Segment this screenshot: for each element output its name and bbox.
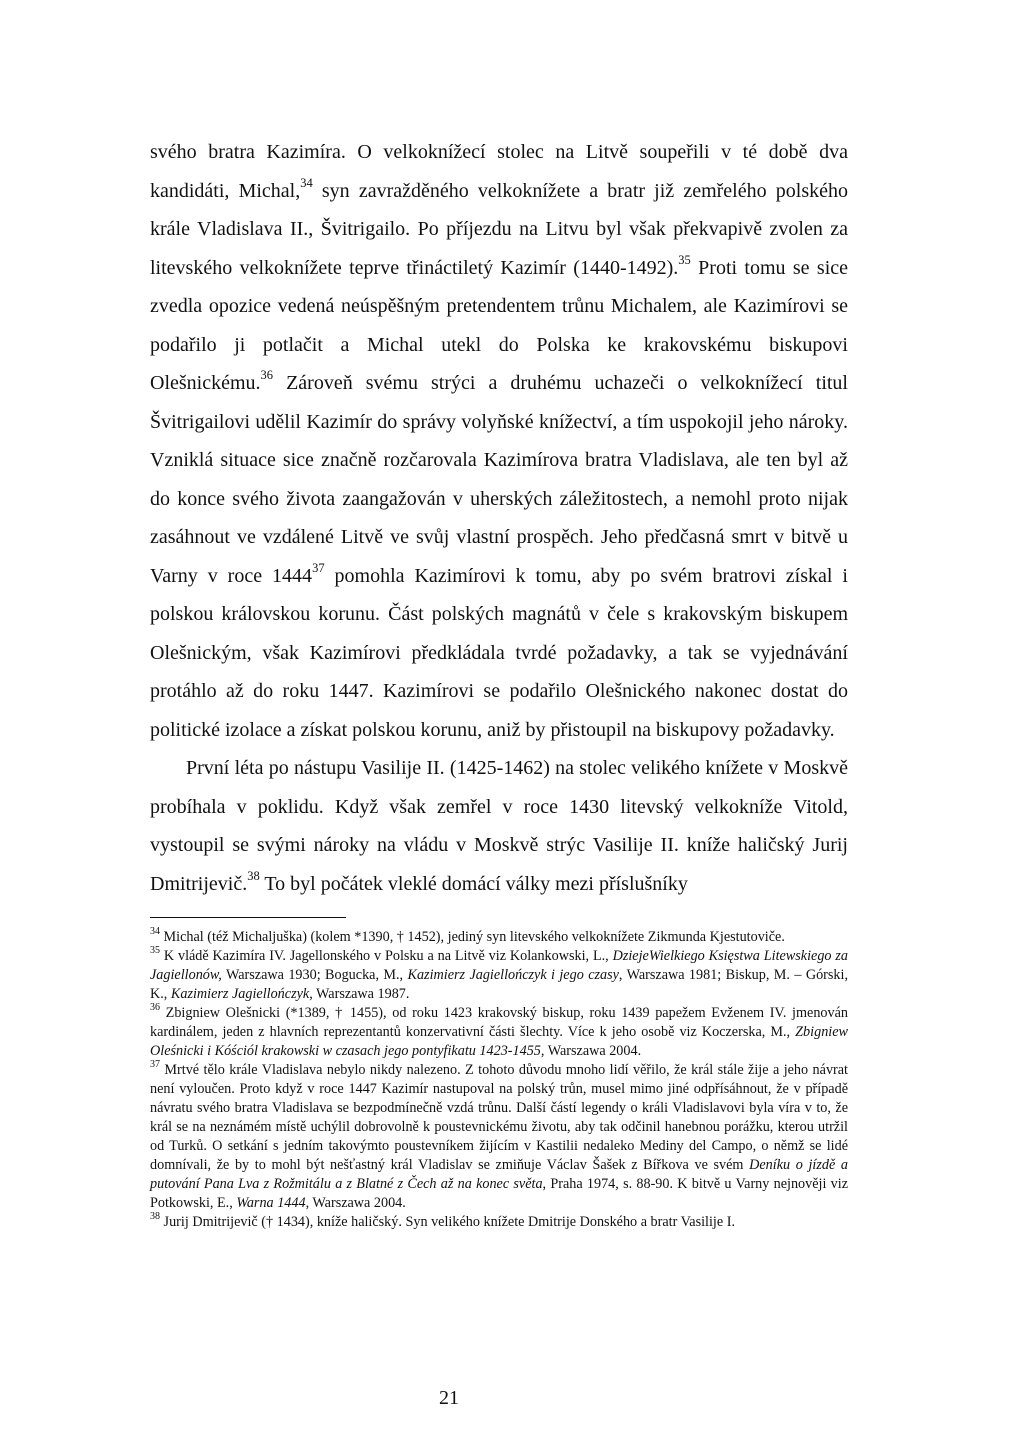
footnote-ref-34[interactable]: 34 bbox=[300, 175, 313, 190]
footnote-35: $^{35}$ K vládě Kazimíra IV. Jagellonského v Polsku a na Litvě viz Kolankowski, L., DziejeWielkiego Księstwa Litewskiego za Jagiellonów, Warszawa 1930; Bogucka, M., Kazimierz Jagiellończyk i jego czasy, Warszawa 1981; Biskup, M. – Górski, K., Kazimierz Jagiellończyk, Warszawa 1987. bbox=[150, 945, 848, 1002]
footnote-36: $^{36}$ Zbigniew Olešnicki (*1389, † 1455), od roku 1423 krakovský biskup, roku 1439 papežem Evženem IV. jmenován kardinálem, jeden z hlavních reprezentantů konzervativní části šlechty. Více k jeho osobě viz Koczerska, M., Zbigniew Oleśnicki i Kóściól krakowski w czasach jego pontyfikatu 1423-1455, Warszawa 2004. bbox=[150, 1002, 848, 1059]
paragraph-1: svého bratra Kazimíra. O velkoknížecí stolec na Litvě soupeřili v té době dva kandidáti, Michal,$^{34}$ syn zavražděného velkoknížete a bratr již zemřelého polského krále Vladislava II., Švitrigailo. Po příjezdu na Litvu byl však překvapivě zvolen za litevského velkoknížete teprve třináctiletý Kazimír (1440-1492).$^{35}$ Proti tomu se sice zvedla opozice vedená neúspěšným pretendentem trůnu Michalem, ale Kazimírovi se podařilo ji potlačit a Michal utekl do Polska ke krakovskému biskupovi Olešnickému.$^{36}$ Zároveň svému strýci a druhému uchazeči o velkoknížecí titul Švitrigailovi udělil Kazimír do správy volyňské knížectví, a tím uspokojil jeho nároky. Vzniklá situace sice značně rozčarovala Kazimírova bratra Vladislava, ale ten byl až do konce svého života zaangažován v uherských záležitostech, a nemohl proto nijak zasáhnout ve vzdálené Litvě ve svůj vlastní prospěch. Jeho předčasná smrt v bitvě u Varny v roce 1444$^{37}$ pomohla Kazimírovi k tomu, aby po svém bratrovi získal i polskou královskou korunu. Část polských magnátů v čele s krakovským biskupem Olešnickým, však Kazimírovi předkládala tvrdé požadavky, a tak se vyjednávání protáhlo až do roku 1447. Kazimírovi se podařilo Olešnického nakonec dostat do politické izolace a získat polskou korunu, aniž by přistoupil na biskupovy požadavky. bbox=[150, 141, 848, 741]
footnote-ref-37[interactable]: 37 bbox=[312, 560, 325, 575]
footnote-37: $^{37}$ Mrtvé tělo krále Vladislava nebylo nikdy nalezeno. Z tohoto důvodu mnoho lidí věřilo, že král stále žije a jeho návrat není vyloučen. Proto když v roce 1447 Kazimír nastupoval na polský trůn, musel mimo jiné odpřísáhnout, že v případě návratu svého bratra Vladislava se bezpodmínečně vzdá trůnu. Další částí legendy o králi Vladislavovi byla víra v to, že král se na neznámém místě uchýlil dobrovolně k poustevnickému životu, aby tak odčinil hanebnou porážku, kterou utržil od Turků. O setkání s jedním takovýmto poustevníkem žijícím v Kastilii nedaleko Mediny del Campo, o němž se lidé domnívali, že by to mohl být nešťastný král Vladislav se zmiňuje Václav Šašek z Bířkova ve svém Deníku o jízdě a putování Pana Lva z Rožmitálu a z Blatné z Čech až na konec světa, Praha 1974, s. 88-90. K bitvě u Varny nejnověji viz Potkowski, E., Warna 1444, Warszawa 2004. bbox=[150, 1059, 848, 1211]
footnote-38: $^{38}$ Jurij Dmitrijevič († 1434), kníže haličský. Syn velikého knížete Dmitrije Donského a bratr Vasilije I. bbox=[150, 1211, 735, 1230]
body-text bbox=[150, 133, 848, 903]
footnote-ref-36[interactable]: 36 bbox=[260, 368, 274, 383]
footnote-34: $^{34}$ Michal (též Michaljuška) (kolem *1390, † 1452), jediný syn litevského velkoknížete Zikmunda Kjestutoviče. bbox=[150, 926, 785, 945]
footnotes bbox=[150, 928, 848, 1232]
footnote-ref-35[interactable]: 35 bbox=[678, 252, 691, 267]
footnote-ref-38[interactable]: 38 bbox=[247, 868, 260, 883]
page-number: 21 bbox=[439, 1387, 459, 1409]
footnote-separator bbox=[150, 917, 346, 918]
paragraph-2: První léta po nástupu Vasilije II. (1425-1462) na stolec velikého knížete v Moskvě probíhala v poklidu. Když však zemřel v roce 1430 litevský velkokníže Vitold, vystoupil se svými nároky na vládu v Moskvě strýc Vasilije II. kníže haličský Jurij Dmitrijevič.$^{38}$ To byl počátek vleklé domácí války mezi příslušníky bbox=[150, 757, 848, 895]
